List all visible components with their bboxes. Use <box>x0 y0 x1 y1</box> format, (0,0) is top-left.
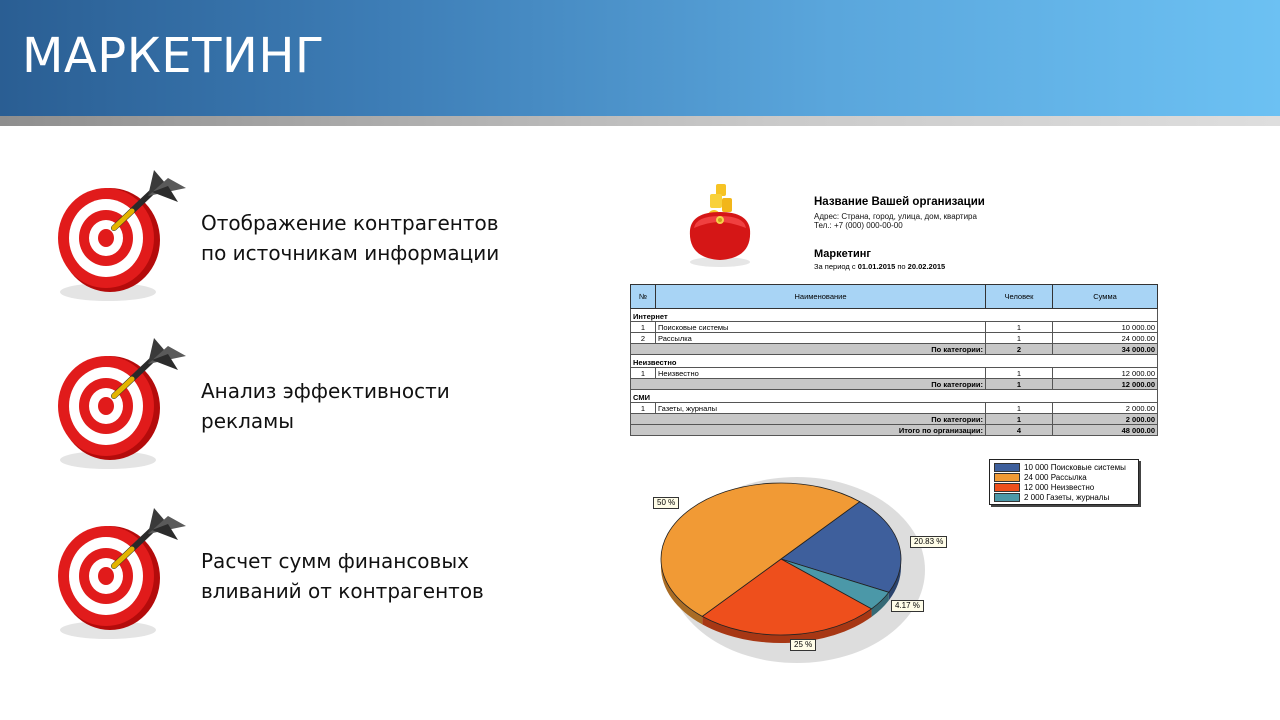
legend-item <box>994 472 1134 482</box>
report-title: Маркетинг <box>814 248 871 260</box>
legend-swatch <box>994 473 1020 482</box>
legend-label: 24 000 Рассылка <box>1024 472 1087 482</box>
total-people: 4 <box>986 425 1053 436</box>
subtotal-people: 1 <box>986 414 1053 425</box>
cell-name: Газеты, журналы <box>656 403 986 414</box>
legend-item <box>994 462 1134 472</box>
cell-name: Поисковые системы <box>656 322 986 333</box>
subtotal-people: 1 <box>986 379 1053 390</box>
org-name: Название Вашей организации <box>814 196 985 208</box>
bullet-item <box>48 338 608 488</box>
legend-label: 2 000 Газеты, журналы <box>1024 492 1110 502</box>
cell-name: Неизвестно <box>656 368 986 379</box>
legend-item <box>994 492 1134 502</box>
cell-name: Рассылка <box>656 333 986 344</box>
cell-people: 1 <box>986 368 1053 379</box>
subtotal-people: 2 <box>986 344 1053 355</box>
cell-num: 1 <box>631 403 656 414</box>
subtotal-row <box>631 379 1158 390</box>
category-row <box>631 390 1158 403</box>
subtotal-row <box>631 414 1158 425</box>
col-header-name: Наименование <box>656 285 986 309</box>
bullet-item <box>48 508 608 658</box>
org-address: Адрес: Страна, город, улица, дом, квартира <box>814 212 977 221</box>
table-row <box>631 403 1158 414</box>
total-label: Итого по организации: <box>631 425 986 436</box>
target-dart-icon <box>48 508 193 648</box>
subtotal-label: По категории: <box>631 379 986 390</box>
period-to: 20.02.2015 <box>907 262 946 271</box>
table-row <box>631 333 1158 344</box>
legend-swatch <box>994 493 1020 502</box>
target-dart-icon <box>48 170 193 310</box>
col-header-people: Человек <box>986 285 1053 309</box>
cell-num: 1 <box>631 368 656 379</box>
category-name: Неизвестно <box>631 355 1158 368</box>
category-row <box>631 355 1158 368</box>
subtotal-label: По категории: <box>631 414 986 425</box>
report-period <box>814 262 945 271</box>
subtotal-sum: 2 000.00 <box>1053 414 1158 425</box>
subtotal-label: По категории: <box>631 344 986 355</box>
cell-people: 1 <box>986 403 1053 414</box>
cell-sum: 2 000.00 <box>1053 403 1158 414</box>
pie-percent-label: 20.83 % <box>910 536 947 548</box>
cell-people: 1 <box>986 322 1053 333</box>
period-from: 01.01.2015 <box>857 262 896 271</box>
wallet-logo-icon <box>680 180 760 270</box>
legend-swatch <box>994 463 1020 472</box>
bullet-item <box>48 170 608 320</box>
cell-people: 1 <box>986 333 1053 344</box>
period-mid: по <box>897 262 906 271</box>
report-preview <box>620 175 1165 675</box>
slide-title: МАРКЕТИНГ <box>22 28 325 84</box>
subtotal-sum: 34 000.00 <box>1053 344 1158 355</box>
category-row <box>631 309 1158 322</box>
total-sum: 48 000.00 <box>1053 425 1158 436</box>
legend-label: 10 000 Поисковые системы <box>1024 462 1126 472</box>
category-name: СМИ <box>631 390 1158 403</box>
col-header-num: № <box>631 285 656 309</box>
marketing-table <box>630 284 1158 436</box>
cell-num: 1 <box>631 322 656 333</box>
cell-num: 2 <box>631 333 656 344</box>
legend-item <box>994 482 1134 492</box>
bullet-text: Расчет сумм финансовых вливаний от контрагентов <box>201 549 484 603</box>
org-phone: Тел.: +7 (000) 000-00-00 <box>814 221 903 230</box>
subtotal-row <box>631 344 1158 355</box>
cell-sum: 24 000.00 <box>1053 333 1158 344</box>
subtotal-sum: 12 000.00 <box>1053 379 1158 390</box>
cell-sum: 12 000.00 <box>1053 368 1158 379</box>
pie-percent-label: 50 % <box>653 497 679 509</box>
bullet-text: Отображение контрагентов по источникам информации <box>201 211 500 265</box>
legend-swatch <box>994 483 1020 492</box>
table-row <box>631 322 1158 333</box>
legend-label: 12 000 Неизвестно <box>1024 482 1095 492</box>
pie-percent-label: 25 % <box>790 639 816 651</box>
category-name: Интернет <box>631 309 1158 322</box>
period-prefix: За период с <box>814 262 856 271</box>
target-dart-icon <box>48 338 193 478</box>
table-row <box>631 368 1158 379</box>
banner-divider <box>0 116 1280 126</box>
bullet-text: Анализ эффективности рекламы <box>201 379 450 433</box>
cell-sum: 10 000.00 <box>1053 322 1158 333</box>
chart-legend <box>989 459 1139 505</box>
total-row <box>631 425 1158 436</box>
pie-percent-label: 4.17 % <box>891 600 924 612</box>
col-header-sum: Сумма <box>1053 285 1158 309</box>
